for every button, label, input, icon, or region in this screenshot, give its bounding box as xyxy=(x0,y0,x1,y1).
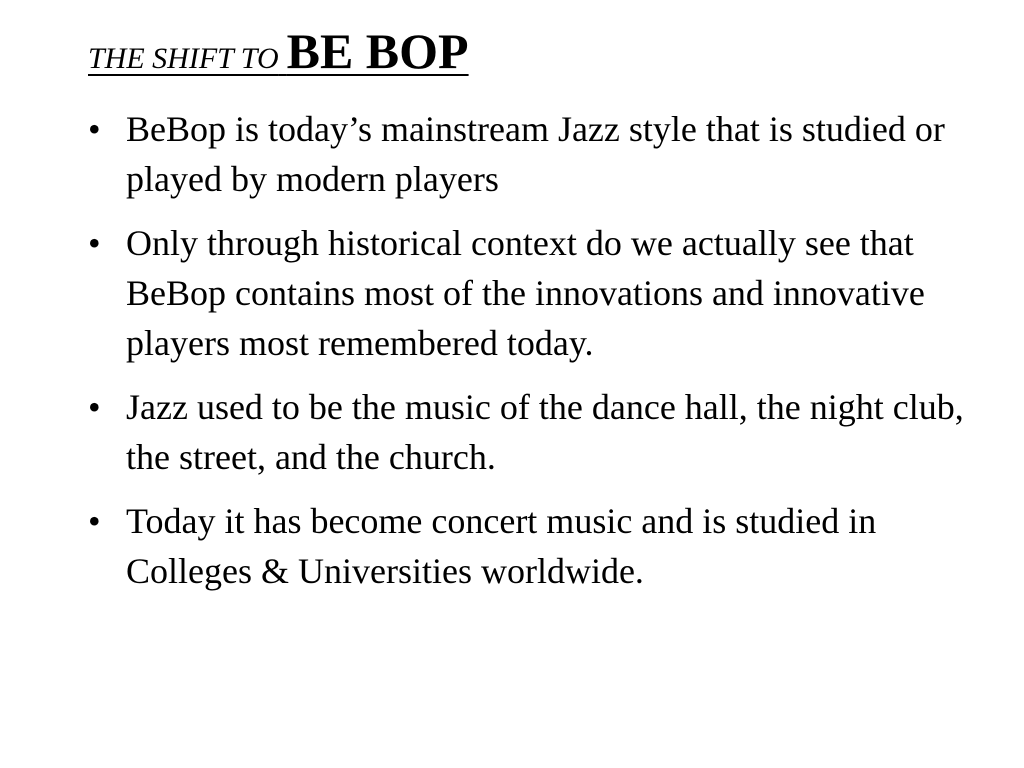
bullet-item-1 xyxy=(88,104,978,204)
bullet-list xyxy=(88,104,978,610)
bullet-item-2 xyxy=(88,218,978,368)
title-prefix: THE SHIFT TO xyxy=(88,42,279,75)
bullet-text: BeBop is today’s mainstream Jazz style that is studied or played by modern players xyxy=(126,109,945,199)
slide-title xyxy=(88,23,469,79)
bullet-text: Only through historical context do we actually see that BeBop contains most of the innovations and innovative players most remembered today. xyxy=(126,223,925,363)
bullet-dot-icon: • xyxy=(88,387,101,427)
bullet-item-3 xyxy=(88,382,978,482)
bullet-dot-icon: • xyxy=(88,223,101,263)
bullet-dot-icon: • xyxy=(88,109,101,149)
bullet-item-4 xyxy=(88,496,978,596)
title-main: BE BOP xyxy=(286,23,469,79)
bullet-dot-icon: • xyxy=(88,501,101,541)
bullet-text: Today it has become concert music and is studied in Colleges & Universities worldwide. xyxy=(126,501,877,591)
bullet-text: Jazz used to be the music of the dance hall, the night club, the street, and the church. xyxy=(126,387,964,477)
